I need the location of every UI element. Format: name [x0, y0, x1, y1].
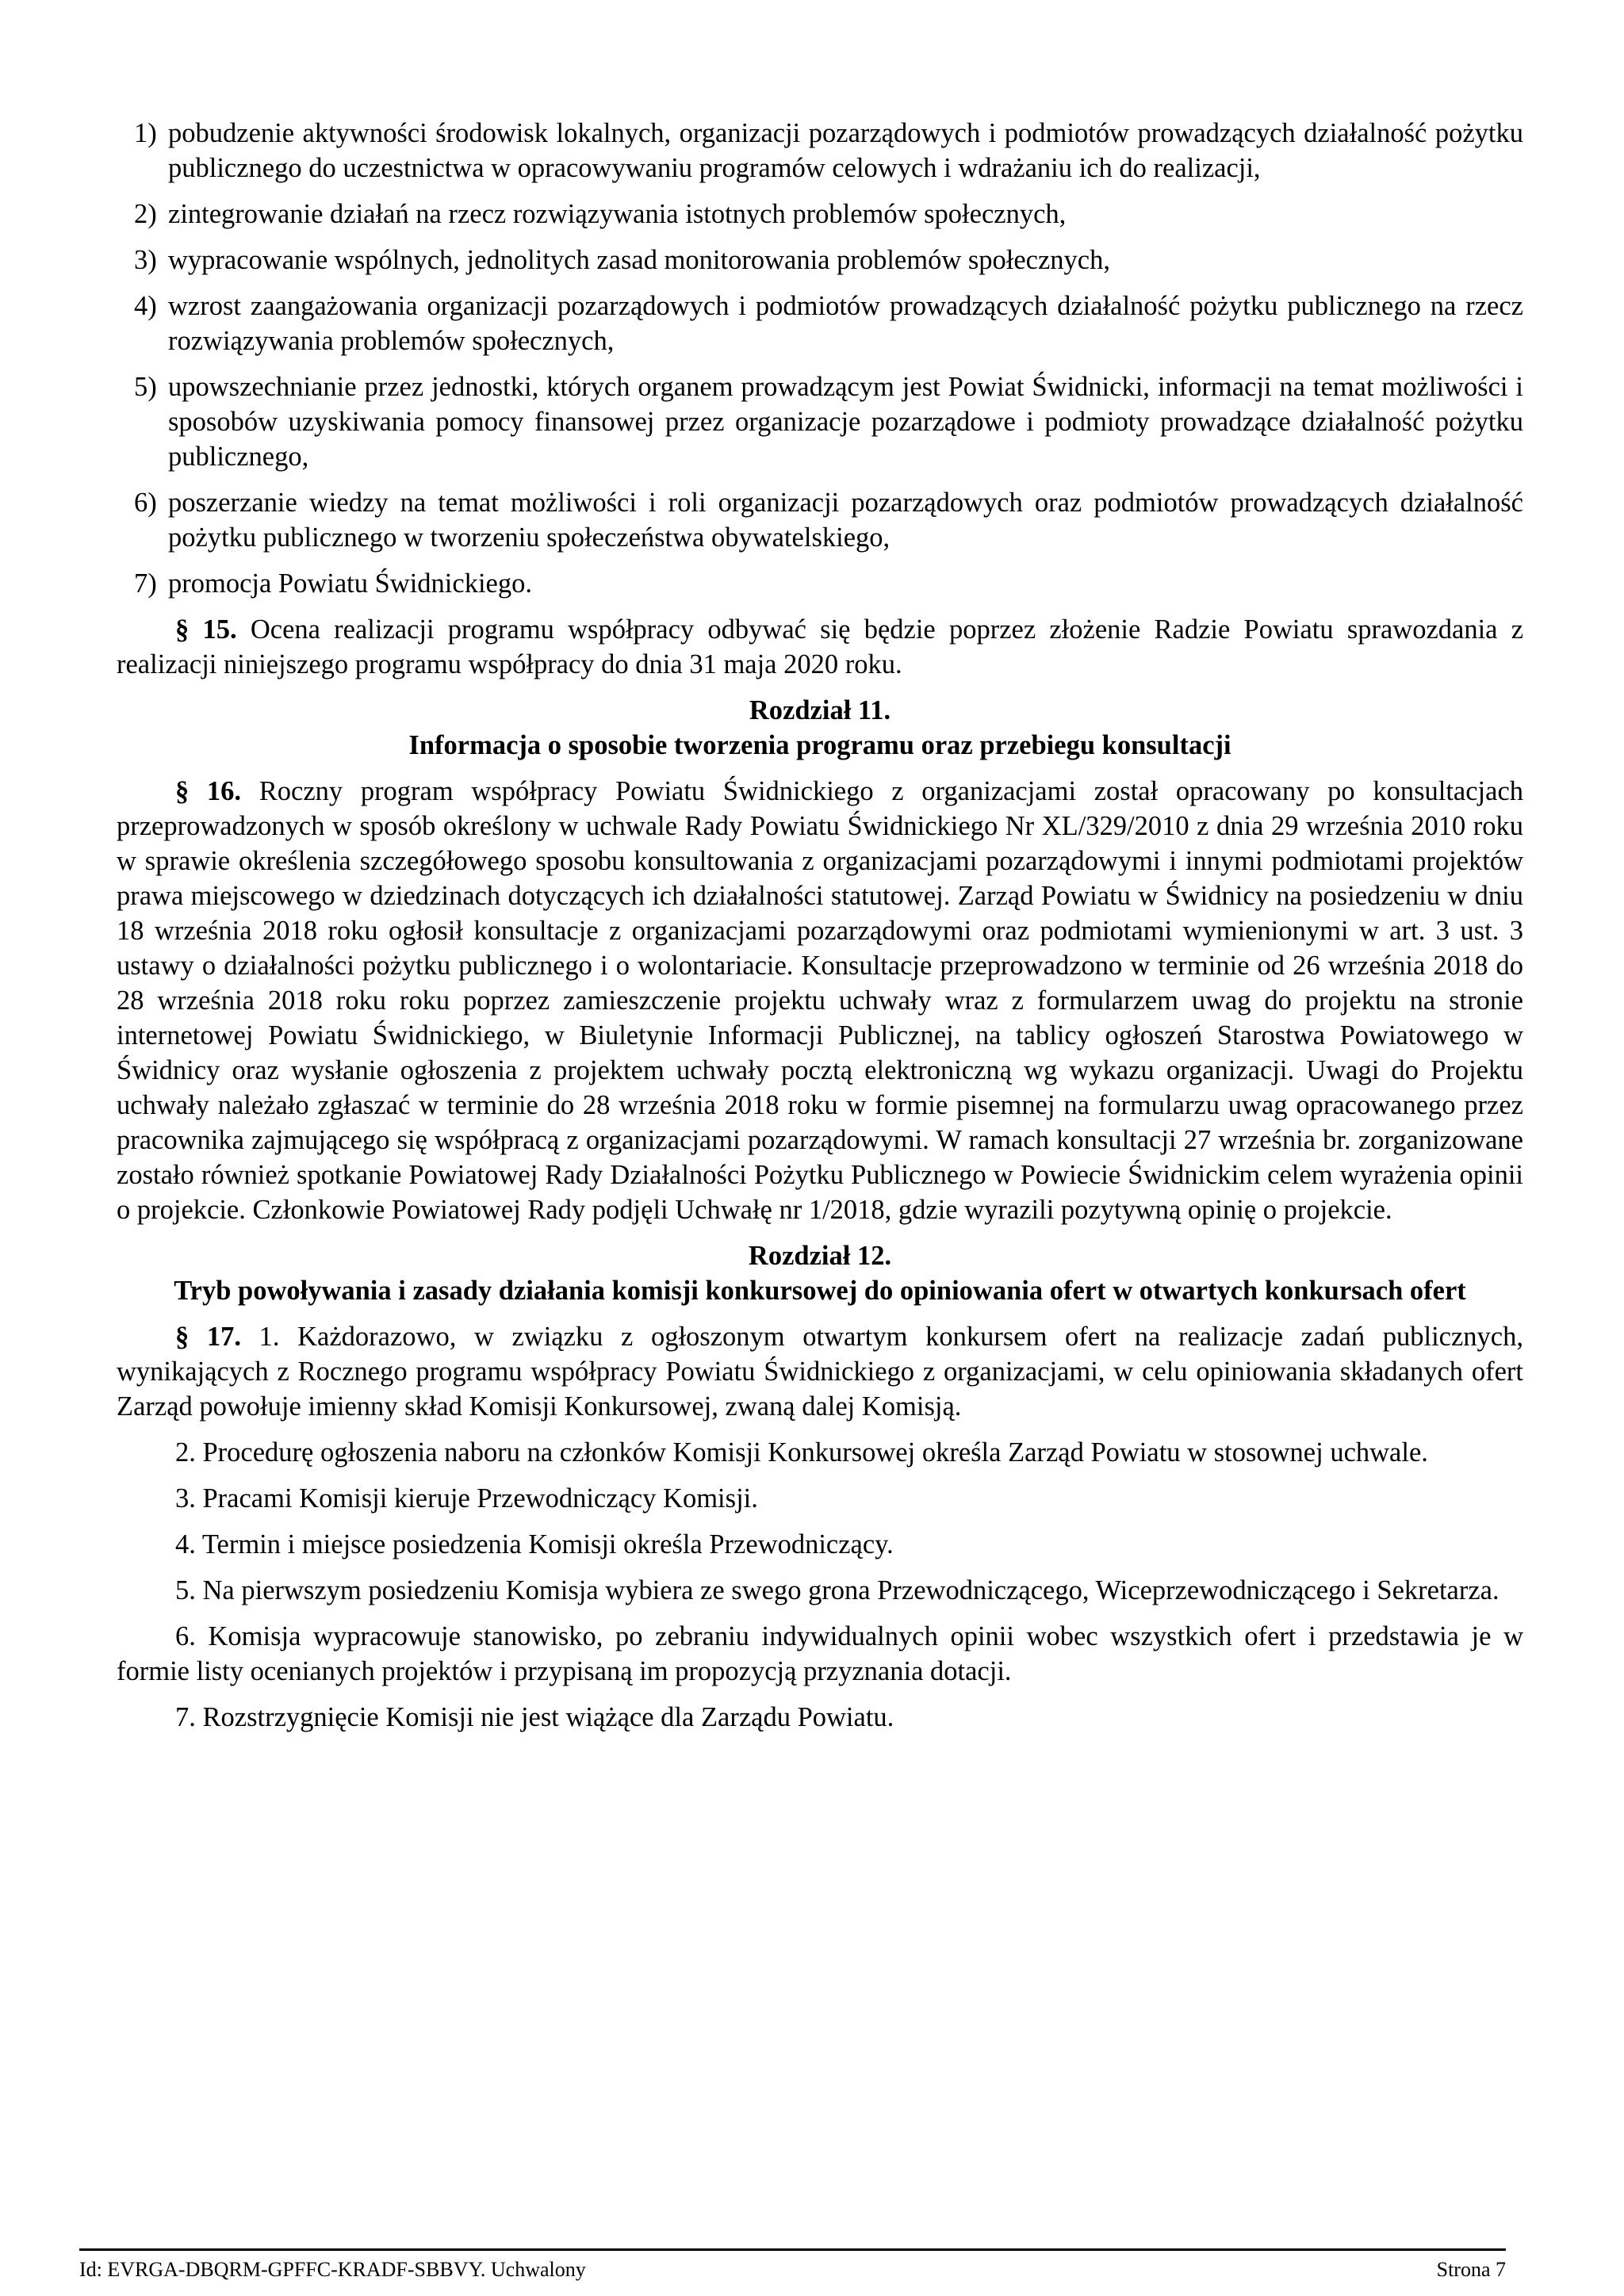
paragraph-point: 4. Termin i miejsce posiedzenia Komisji określa Przewodniczący.: [175, 1529, 894, 1559]
list-item: [117, 566, 1523, 601]
list-item-number: 5): [134, 372, 157, 402]
list-item-text: wypracowanie wspólnych, jednolitych zasad monitorowania problemów społecznych,: [168, 245, 1110, 275]
paragraph-point: 7. Rozstrzygnięcie Komisji nie jest wiążące dla Zarządu Powiatu.: [175, 1702, 894, 1732]
list-item: [117, 116, 1523, 186]
list-item-text: promocja Powiatu Świdnickiego.: [168, 568, 532, 599]
chapter-title: Rozdział 12.: [748, 1241, 892, 1271]
list-item: [117, 243, 1523, 277]
chapter-subtitle: Tryb powoływania i zasady działania komisji konkursowej do opiniowania ofert w otwartych konkursach ofert: [174, 1276, 1466, 1306]
section-marker: § 15.: [175, 614, 237, 645]
section-text: 1. Każdorazowo, w związku z ogłoszonym otwartym konkursem ofert na realizacje zadań publicznych, wynikających z Rocznego programu współpracy Powiatu Świdnickiego z organizacjami, w celu opiniowania składanych ofert Zarząd powołuje imienny skład Komisji Konkursowej, zwaną dalej Komisją.: [117, 1322, 1523, 1422]
section-text: Ocena realizacji programu współpracy odbywać się będzie poprzez złożenie Radzie Powiatu sprawozdania z realizacji niniejszego programu współpracy do dnia 31 maja 2020 roku.: [117, 614, 1524, 679]
chapter-title: Rozdział 11.: [749, 695, 891, 725]
list-item: [117, 369, 1523, 474]
list-item: [117, 197, 1523, 232]
list-item-text: upowszechnianie przez jednostki, których organem prowadzącym jest Powiat Świdnicki, informacji na temat możliwości i sposobów uzyskiwania pomocy finansowej przez organizacje pozarządowe i podmioty prowadzące działalność pożytku publicznego,: [168, 372, 1523, 472]
list-item: [117, 485, 1523, 555]
section-text: Roczny program współpracy Powiatu Świdnickiego z organizacjami został opracowany po konsultacjach przeprowadzonych w sposób określony w uchwale Rady Powiatu Świdnickiego Nr XL/329/2010 z dnia 29 września 2010 roku w sprawie określenia szczegółowego sposobu konsultowania z organizacjami pozarządowymi i innymi podmiotami projektów prawa miejscowego w dziedzinach dotyczących ich działalności statutowej. Zarząd Powiatu w Świdnicy na posiedzeniu w dniu 18 września 2018 roku ogłosił konsultacje z organizacjami pozarządowymi oraz podmiotami wymienionymi w art. 3 ust. 3 ustawy o działalności pożytku publicznego i o wolontariacie. Konsultacje przeprowadzono w terminie od 26 września 2018 do 28 września 2018 roku roku poprzez zamieszczenie projektu uchwały wraz z formularzem uwag do projektu na stronie internetowej Powiatu Świdnickiego, w Biuletynie Informacji Publicznej, na tablicy ogłoszeń Starostwa Powiatowego w Świdnicy oraz wysłanie ogłoszenia z projektem uchwały pocztą elektroniczną wg wykazu organizacji. Uwagi do Projektu uchwały należało zgłaszać w terminie do 28 września 2018 roku w formie pisemnej na formularzu uwag opracowanego przez pracownika zajmującego się współpracą z organizacjami pozarządowymi. W ramach konsultacji 27 września br. zorganizowane zostało również spotkanie Powiatowej Rady Działalności Pożytku Publicznego w Powiecie Świdnickim celem wyrażenia opinii o projekcie. Członkowie Powiatowej Rady podjęli Uchwałę nr 1/2018, gdzie wyrazili pozytywną opinię o projekcie.: [117, 776, 1524, 1225]
list-item: [117, 289, 1523, 358]
paragraph-point: 5. Na pierwszym posiedzeniu Komisja wybiera ze swego grona Przewodniczącego, Wiceprzewodniczącego i Sekretarza.: [175, 1575, 1500, 1605]
paragraph-s17: [117, 1319, 1523, 1424]
list-item-number: 3): [134, 245, 157, 275]
list-item-number: 2): [134, 199, 157, 229]
paragraph-s15: [117, 612, 1523, 682]
paragraph-point: 2. Procedurę ogłoszenia naboru na członków Komisji Konkursowej określa Zarząd Powiatu w stosownej uchwale.: [175, 1437, 1428, 1468]
paragraph-point: 6. Komisja wypracowuje stanowisko, po zebraniu indywidualnych opinii wobec wszystkich ofert i przedstawia je w formie listy ocenianych projektów i przypisaną im propozycją przyznania dotacji.: [117, 1621, 1523, 1686]
paragraph-s16: [117, 774, 1523, 1227]
document-id: Id: EVRGA-DBQRM-GPFFC-KRADF-SBBVY. Uchwalony: [79, 2258, 586, 2281]
chapter-subtitle: Informacja o sposobie tworzenia programu oraz przebiegu konsultacji: [408, 730, 1231, 760]
list-item-number: 1): [134, 118, 157, 148]
list-item-text: pobudzenie aktywności środowisk lokalnych, organizacji pozarządowych i podmiotów prowadzących działalność pożytku publicznego do uczestnictwa w opracowywaniu programów celowych i wdrażaniu ich do realizacji,: [168, 118, 1523, 183]
paragraph-point: 3. Pracami Komisji kieruje Przewodniczący Komisji.: [175, 1483, 758, 1513]
page-footer: [79, 2248, 1506, 2283]
page-number: Strona 7: [1436, 2258, 1506, 2281]
list-item-number: 7): [134, 568, 157, 599]
list-item-text: zintegrowanie działań na rzecz rozwiązywania istotnych problemów społecznych,: [168, 199, 1067, 229]
list-item-text: poszerzanie wiedzy na temat możliwości i roli organizacji pozarządowych oraz podmiotów prowadzących działalność pożytku publicznego w tworzeniu społeczeństwa obywatelskiego,: [168, 488, 1523, 553]
section-marker: § 17.: [175, 1322, 241, 1352]
list-item-text: wzrost zaangażowania organizacji pozarządowych i podmiotów prowadzących działalność pożytku publicznego na rzecz rozwiązywania problemów społecznych,: [168, 291, 1523, 356]
document-page: [117, 116, 1523, 1746]
chapter-heading: [117, 1238, 1523, 1308]
list-item-number: 6): [134, 488, 157, 518]
chapter-heading: [117, 693, 1523, 763]
section-marker: § 16.: [175, 776, 242, 806]
list-item-number: 4): [134, 291, 157, 321]
